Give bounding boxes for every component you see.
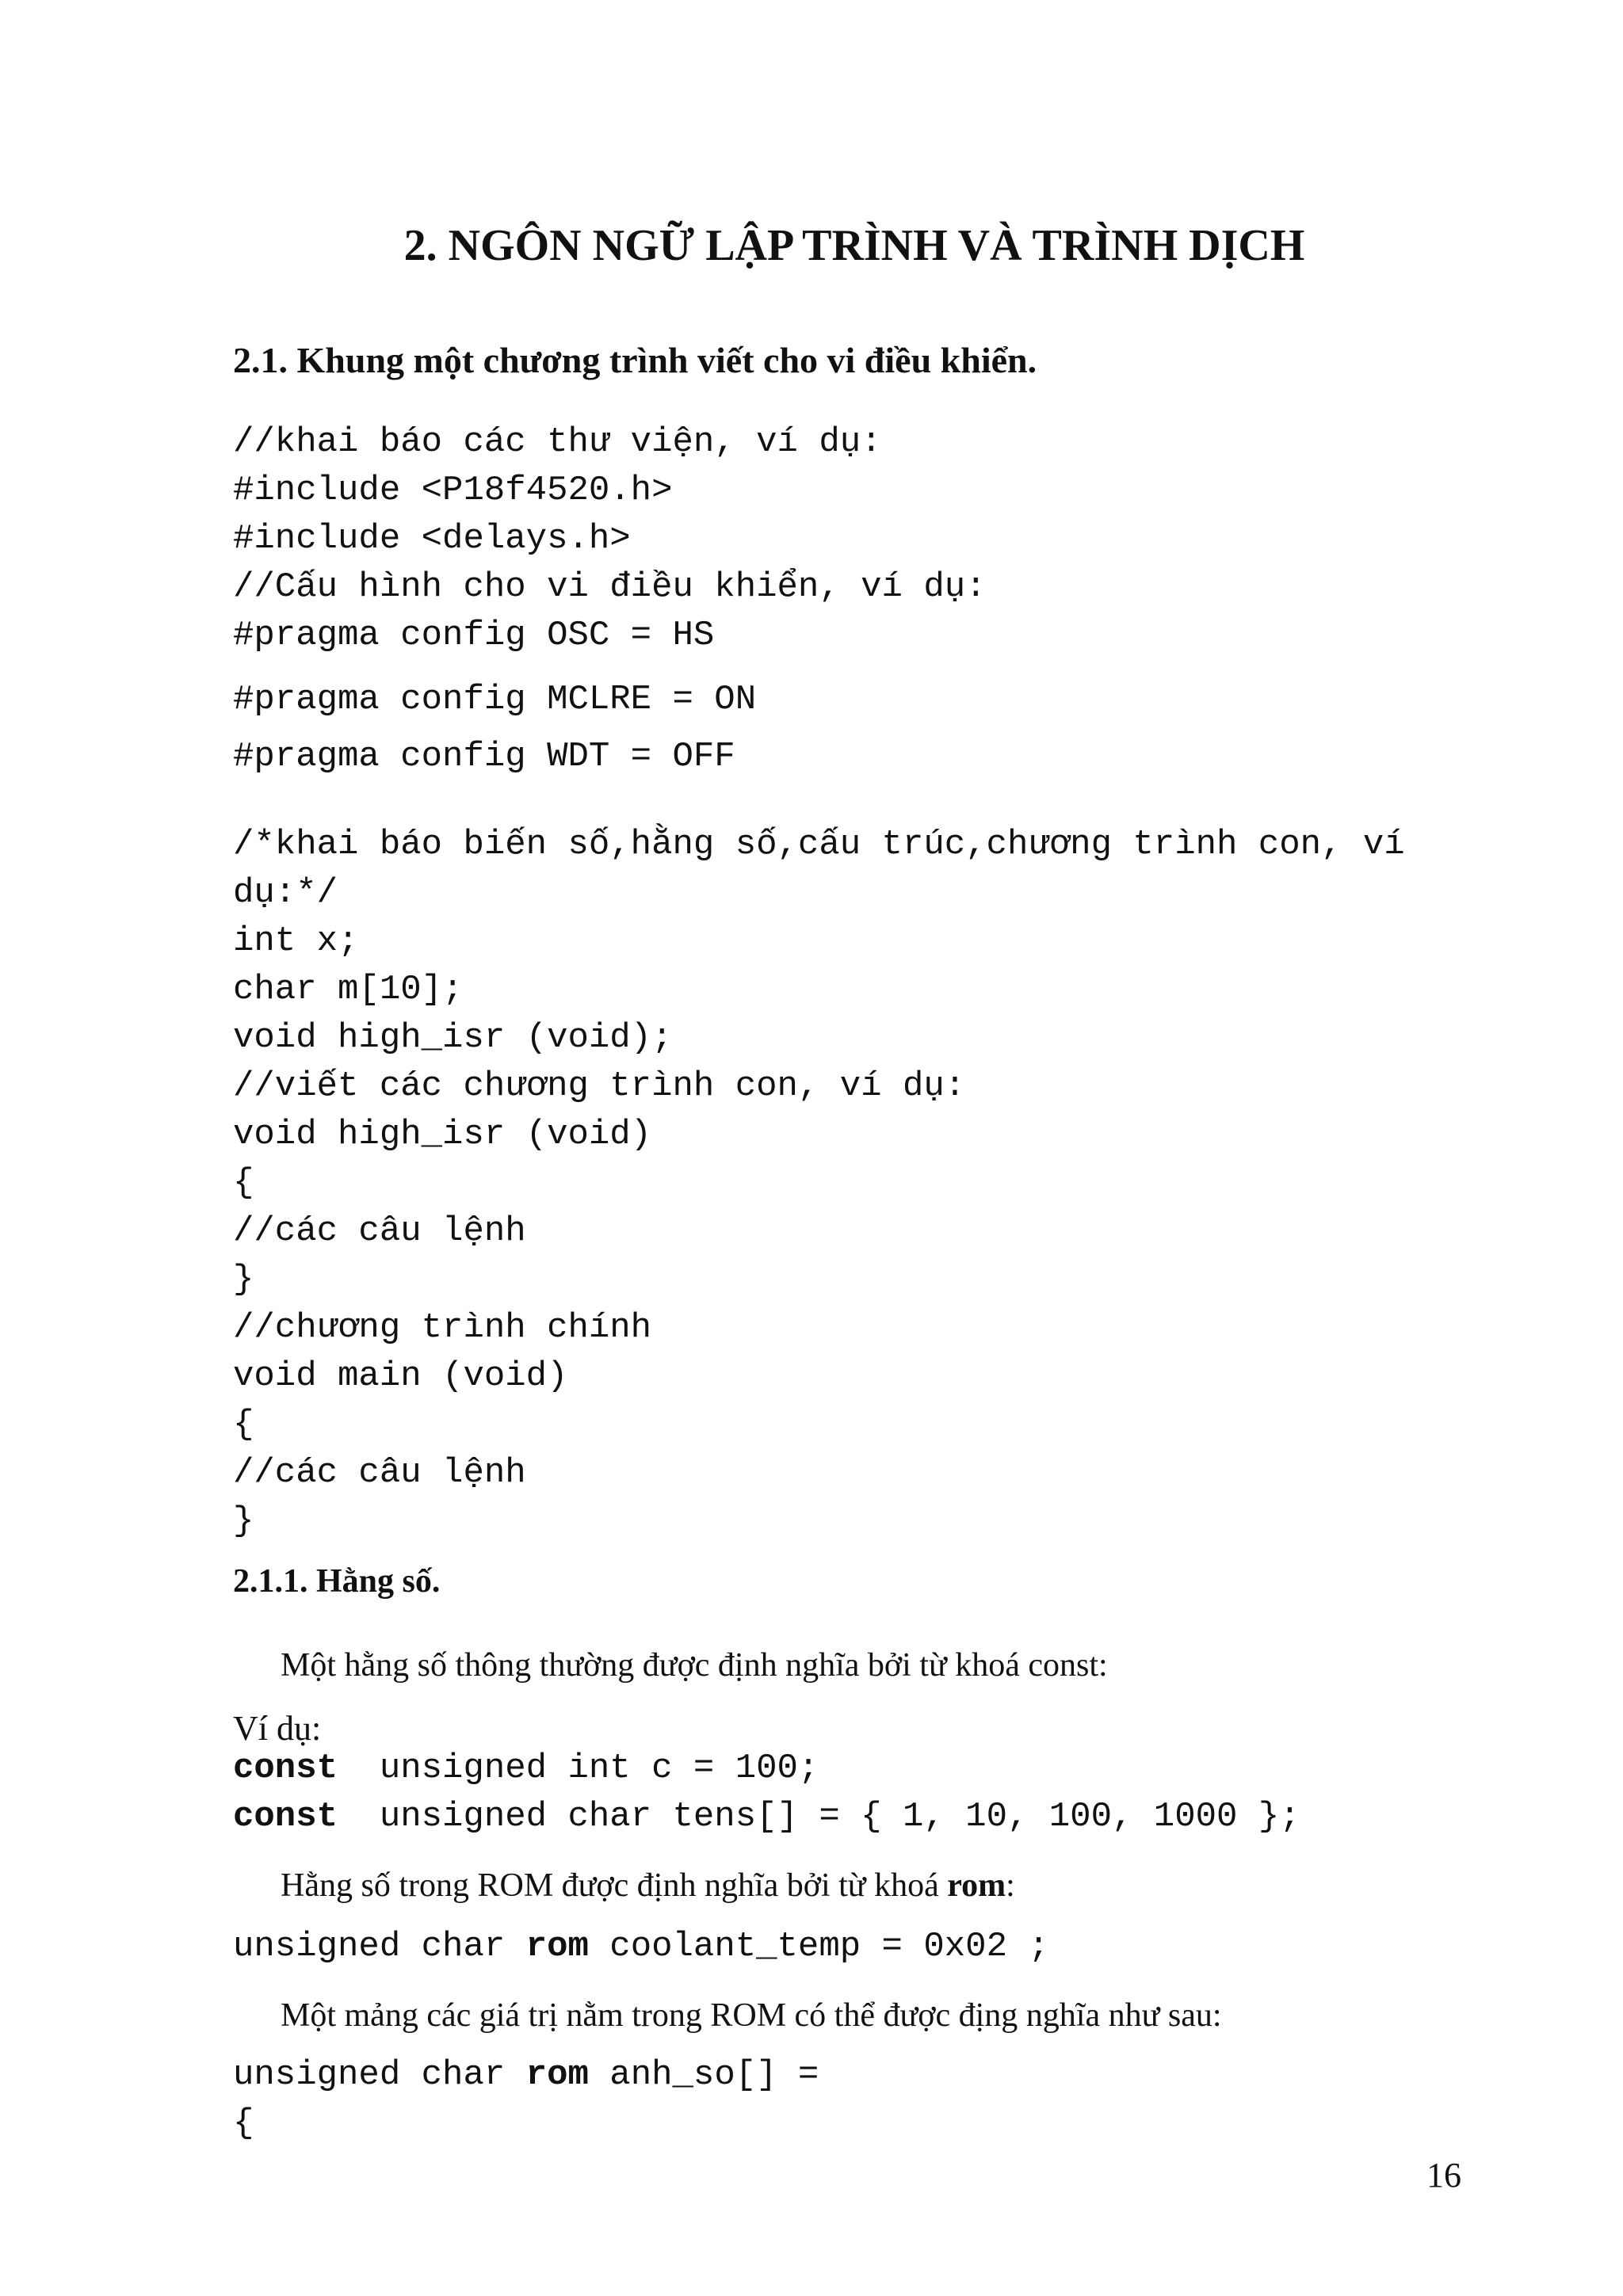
code-line: void high_isr (void); <box>233 1018 673 1058</box>
section-title: 2.1. Khung một chương trình viết cho vi điều khiển. <box>233 340 1037 380</box>
code-line: //chương trình chính <box>233 1308 652 1348</box>
code-line: char m[10]; <box>233 970 464 1009</box>
code-text: unsigned char tens[] = { 1, 10, 100, 1000 }; <box>338 1797 1300 1836</box>
code-line: dụ:*/ <box>233 873 338 913</box>
const-keyword: const <box>233 1749 338 1788</box>
page-number: 16 <box>1426 2156 1461 2195</box>
array-paragraph: Một mảng các giá trị nằm trong ROM có thể được địng nghĩa như sau: <box>281 1997 1222 2034</box>
code-line: //các câu lệnh <box>233 1211 526 1251</box>
subsection-title: 2.1.1. Hằng số. <box>233 1563 441 1600</box>
code-line: #include <delays.h> <box>233 519 631 559</box>
code-line: } <box>233 1501 254 1541</box>
code-line: //Cấu hình cho vi điều khiển, ví dụ: <box>233 567 987 607</box>
code-line: //khai báo các thư viện, ví dụ: <box>233 422 882 462</box>
code-text: anh_so[] = <box>588 2055 819 2095</box>
const-paragraph: Một hằng số thông thường được định nghĩa bởi từ khoá const: <box>281 1647 1108 1684</box>
rom-paragraph <box>281 1867 1015 1905</box>
rom-example-line <box>233 1929 1049 1964</box>
array-example-line <box>233 2055 819 2095</box>
code-line: int x; <box>233 921 359 961</box>
code-line: #pragma config WDT = OFF <box>233 737 735 776</box>
rom-paragraph-text: Hằng số trong ROM được định nghĩa bởi từ khoá <box>281 1867 948 1904</box>
code-line: void main (void) <box>233 1356 568 1396</box>
code-line: #pragma config OSC = HS <box>233 616 715 655</box>
code-line: } <box>233 1260 254 1299</box>
code-line: { <box>233 1163 254 1203</box>
rom-paragraph-suffix: : <box>1006 1867 1015 1904</box>
code-text: unsigned char <box>233 1927 526 1966</box>
rom-paragraph-keyword: rom <box>947 1867 1006 1904</box>
code-line: { <box>233 1405 254 1444</box>
code-line: /*khai báo biến số,hằng số,cấu trúc,chương trình con, ví <box>233 825 1405 864</box>
const-example-line <box>233 1799 1300 1834</box>
code-line: //viết các chương trình con, ví dụ: <box>233 1066 966 1106</box>
chapter-title: 2. NGÔN NGỮ LẬP TRÌNH VÀ TRÌNH DỊCH <box>403 221 1305 270</box>
code-line: //các câu lệnh <box>233 1453 526 1493</box>
const-keyword: const <box>233 1797 338 1836</box>
code-line: #include <P18f4520.h> <box>233 471 673 510</box>
code-line: #pragma config MCLRE = ON <box>233 680 757 719</box>
code-line: void high_isr (void) <box>233 1115 652 1154</box>
code-text: coolant_temp = 0x02 ; <box>588 1927 1049 1966</box>
code-text: unsigned int c = 100; <box>338 1749 819 1788</box>
code-text: unsigned char <box>233 2055 526 2095</box>
example-label: Ví dụ: <box>233 1709 322 1748</box>
const-example-line <box>233 1751 819 1786</box>
code-line: { <box>233 2103 254 2143</box>
rom-keyword: rom <box>525 2055 589 2095</box>
rom-keyword: rom <box>525 1927 589 1966</box>
